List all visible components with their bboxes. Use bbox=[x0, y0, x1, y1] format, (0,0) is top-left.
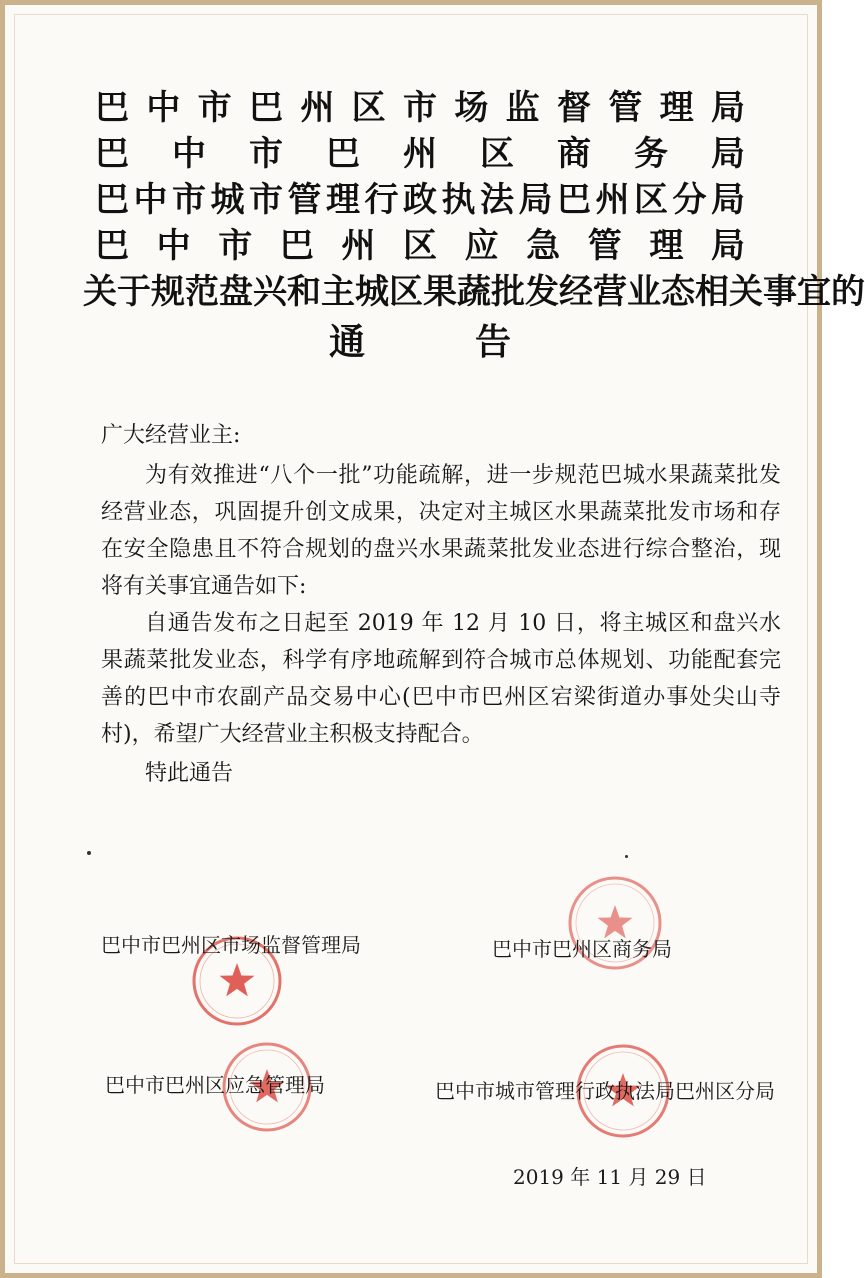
paragraph-1: 为有效推进“八个一批”功能疏解，进一步规范巴城水果蔬菜批发经营业态，巩固提升创文成果，决定对主城区水果蔬菜批发市场和存在安全隐患且不符合规划的盘兴水果蔬菜批发业态进行综合整治，现将有关事宜通告如下: bbox=[101, 463, 781, 599]
issuer-4: 巴中市巴州区应急管理局 bbox=[95, 226, 745, 266]
signatory-market-supervision: 巴中市巴州区市场监督管理局 bbox=[101, 933, 361, 957]
document-date: 2019 年 11 月 29 日 bbox=[513, 1165, 707, 1189]
scan-speck bbox=[87, 851, 91, 855]
scan-speck bbox=[625, 855, 628, 858]
closing-line: 特此通告 bbox=[145, 761, 234, 786]
document-body bbox=[101, 417, 781, 792]
signatory-commerce: 巴中市巴州区商务局 bbox=[492, 937, 672, 961]
paragraph-2: 自通告发布之日起至 2019 年 12 月 10 日，将主城区和盘兴水果蔬菜批发业态，科学有序地疏解到符合城市总体规划、功能配套完善的巴中市农副产品交易中心(巴中市巴州区宕梁街道办事处尖山寺村)，希望广大经营业主积极支持配合。 bbox=[101, 611, 781, 747]
document-title-notice: 通告 bbox=[328, 321, 621, 363]
issuer-2: 巴 中 市 巴 州 区 商 务 局 bbox=[95, 134, 745, 174]
issuer-1: 巴中市巴州区市场监督管理局 bbox=[95, 88, 745, 128]
signatory-urban-management: 巴中市城市管理行政执法局巴州区分局 bbox=[435, 1079, 775, 1103]
document-header bbox=[83, 85, 865, 367]
document-title: 关于规范盘兴和主城区果蔬批发经营业态相关事宜的 bbox=[83, 272, 865, 312]
salutation: 广大经营业主: bbox=[101, 423, 241, 448]
issuer-3: 巴中市城市管理行政执法局巴州区分局 bbox=[95, 180, 745, 220]
signatory-emergency: 巴中市巴州区应急管理局 bbox=[105, 1073, 325, 1097]
